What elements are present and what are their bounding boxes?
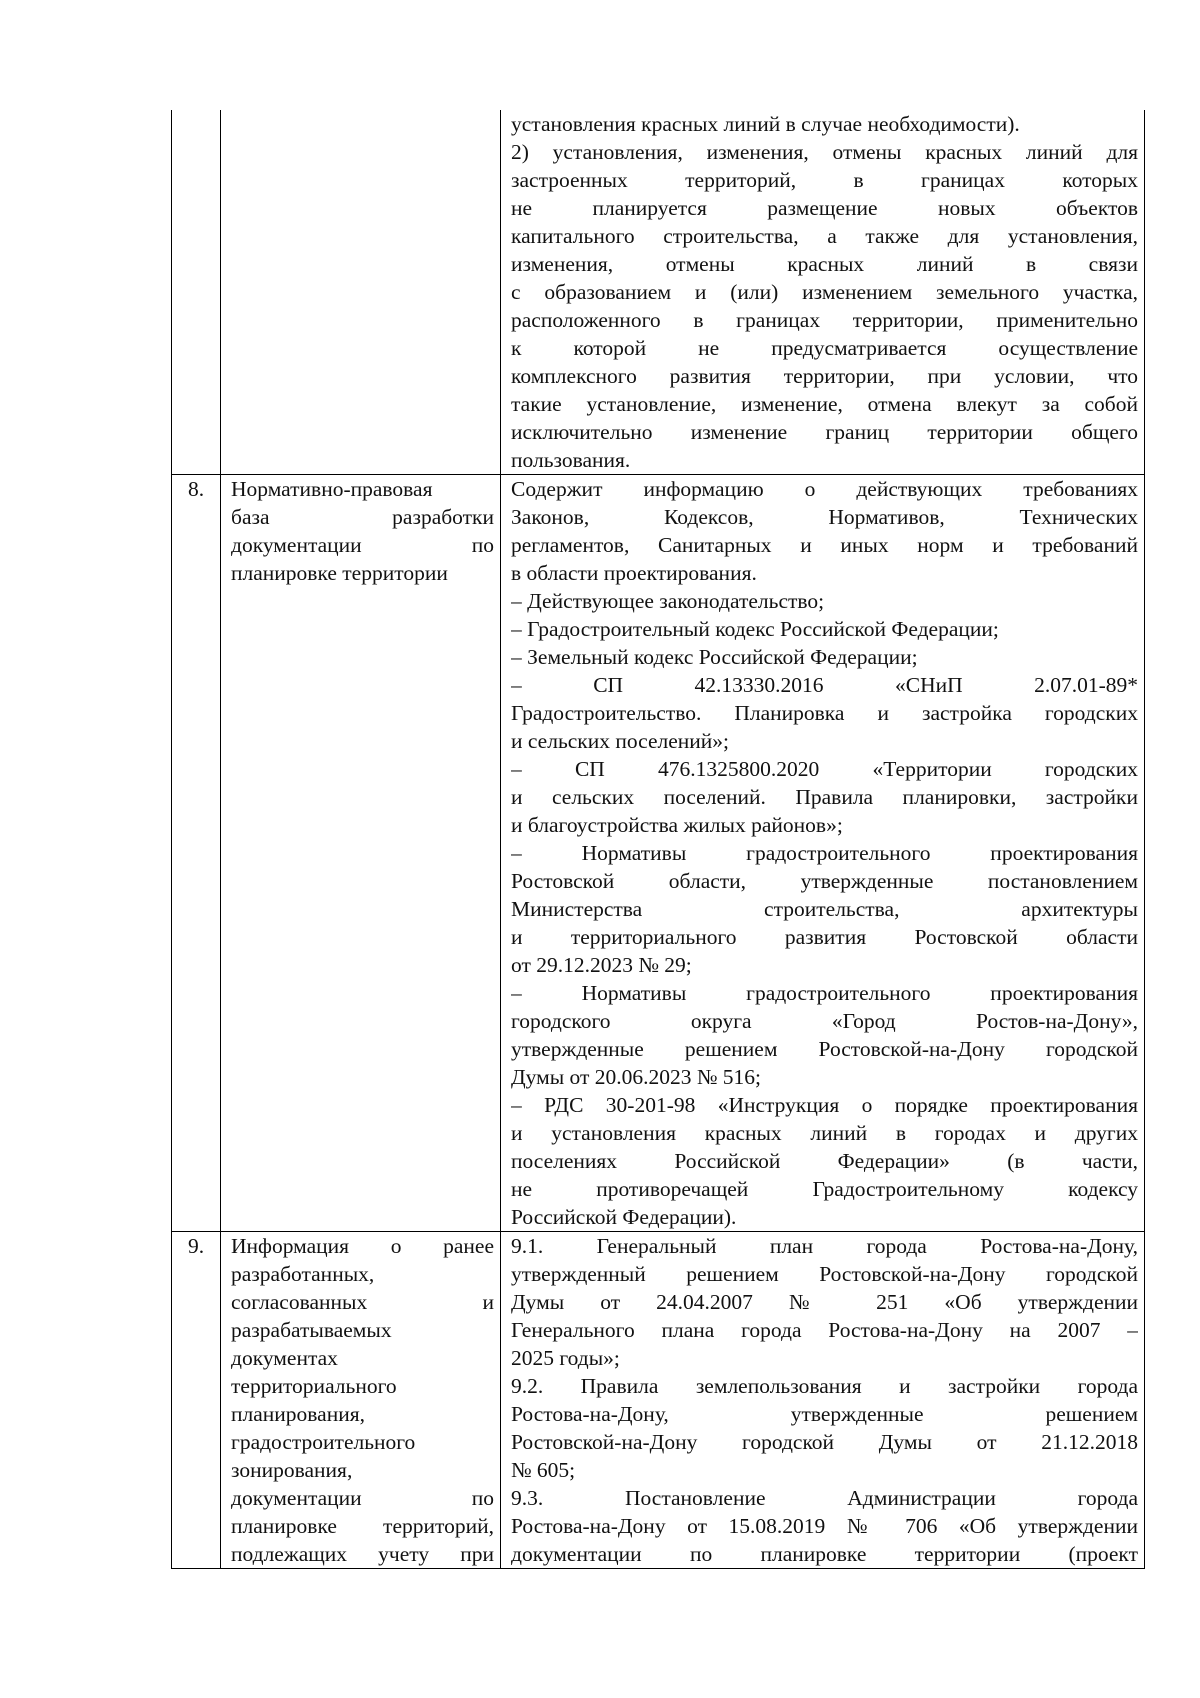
content-line: 9.3. Постановление Администрации города (511, 1486, 1138, 1510)
content-line: Думы от 20.06.2023 № 516; (511, 1065, 762, 1089)
content-line: Ростовской-на-Дону городской Думы от 21.12.2018 (511, 1430, 1138, 1454)
content-line: – РДС 30-201-98 «Инструкция о порядке проектирования (511, 1093, 1138, 1117)
content-line: поселениях Российской Федерации» (в части, (511, 1149, 1138, 1173)
row-number-cell (172, 1232, 221, 1569)
name-line: Информация о ранее (231, 1234, 494, 1258)
content-line: Генерального плана города Ростова-на-Дону на 2007 – (511, 1318, 1138, 1342)
content-line: и благоустройства жилых районов»; (511, 813, 843, 837)
name-line: подлежащих учету при (231, 1542, 494, 1566)
name-line: документации по (231, 533, 494, 557)
content-line: № 605; (511, 1458, 576, 1482)
name-line: разработанных, (231, 1262, 375, 1286)
row-name-cell (221, 110, 501, 475)
document-table (171, 110, 1145, 1569)
row-content-cell (501, 1232, 1145, 1569)
content-line: Думы от 24.04.2007 № 251 «Об утверждении (511, 1290, 1138, 1314)
name-line: планирования, (231, 1402, 365, 1426)
content-line: не планируется размещение новых объектов (511, 196, 1138, 220)
content-line: Министерства строительства, архитектуры (511, 897, 1138, 921)
content-line: к которой не предусматривается осуществление (511, 336, 1138, 360)
name-line: территориального (231, 1374, 397, 1398)
name-line: планировке территорий, (231, 1514, 494, 1538)
content-line: утвержденный решением Ростовской-на-Дону городской (511, 1262, 1138, 1286)
row-name-cell (221, 475, 501, 1232)
content-line: с образованием и (или) изменением земельного участка, (511, 280, 1138, 304)
row-content-cell (501, 475, 1145, 1232)
content-line: – Земельный кодекс Российской Федерации; (511, 645, 918, 669)
content-line: – СП 476.1325800.2020 «Территории городских (511, 757, 1138, 781)
name-line: база разработки (231, 505, 494, 529)
row-name-cell (221, 1232, 501, 1569)
content-line: 9.1. Генеральный план города Ростова-на-Дону, (511, 1234, 1138, 1258)
content-line: городского округа «Город Ростов-на-Дону», (511, 1009, 1138, 1033)
content-line: в области проектирования. (511, 561, 757, 585)
content-line: и сельских поселений. Правила планировки, застройки (511, 785, 1138, 809)
content-line: регламентов, Санитарных и иных норм и требований (511, 533, 1138, 557)
name-line: планировке территории (231, 561, 448, 585)
content-line: – Нормативы градостроительного проектирования (511, 841, 1138, 865)
content-line: Градостроительство. Планировка и застройка городских (511, 701, 1138, 725)
name-line: документации по (231, 1486, 494, 1510)
content-line: – Нормативы градостроительного проектирования (511, 981, 1138, 1005)
content-line: комплексного развития территории, при условии, что (511, 364, 1138, 388)
content-line: Законов, Кодексов, Нормативов, Технических (511, 505, 1138, 529)
content-line: установления красных линий в случае необходимости). (511, 112, 1020, 136)
row-number: 8. (187, 477, 205, 501)
content-line: не противоречащей Градостроительному кодексу (511, 1177, 1138, 1201)
content-line: 2) установления, изменения, отмены красных линий для (511, 140, 1138, 164)
content-line: Ростовской области, утвержденные постановлением (511, 869, 1138, 893)
content-line: изменения, отмены красных линий в связи (511, 252, 1138, 276)
name-line: градостроительного (231, 1430, 416, 1454)
content-line: Российской Федерации). (511, 1205, 737, 1229)
row-content-cell (501, 110, 1145, 475)
content-line: пользования. (511, 448, 631, 472)
content-line: расположенного в границах территории, применительно (511, 308, 1138, 332)
row-number-cell (172, 475, 221, 1232)
content-line: документации по планировке территории (проект (511, 1542, 1138, 1566)
content-line: Ростова-на-Дону, утвержденные решением (511, 1402, 1138, 1426)
content-line: от 29.12.2023 № 29; (511, 953, 692, 977)
table-row-9 (172, 1232, 1145, 1569)
content-line: и установления красных линий в городах и других (511, 1121, 1138, 1145)
content-line: капитального строительства, а также для установления, (511, 224, 1138, 248)
content-line: и сельских поселений»; (511, 729, 730, 753)
content-line: Ростова-на-Дону от 15.08.2019 № 706 «Об утверждении (511, 1514, 1138, 1538)
table-body (172, 110, 1145, 1569)
name-line: Нормативно-правовая (231, 477, 433, 501)
table-row-8 (172, 475, 1145, 1232)
content-line: 2025 годы»; (511, 1346, 620, 1370)
name-line: согласованных и (231, 1290, 494, 1314)
content-line: утвержденные решением Ростовской-на-Дону городской (511, 1037, 1138, 1061)
content-line: – Градостроительный кодекс Российской Федерации; (511, 617, 999, 641)
name-line: документах (231, 1346, 338, 1370)
table-row-continuation (172, 110, 1145, 475)
content-line: застроенных территорий, в границах которых (511, 168, 1138, 192)
content-line: – Действующее законодательство; (511, 589, 825, 613)
content-line: – СП 42.13330.2016 «СНиП 2.07.01-89* (511, 673, 1138, 697)
content-line: Содержит информацию о действующих требованиях (511, 477, 1138, 501)
content-line: и территориального развития Ростовской области (511, 925, 1138, 949)
row-number: 9. (187, 1234, 205, 1258)
name-line: зонирования, (231, 1458, 353, 1482)
content-line: 9.2. Правила землепользования и застройки города (511, 1374, 1138, 1398)
row-number-cell (172, 110, 221, 475)
content-line: такие установление, изменение, отмена влекут за собой (511, 392, 1138, 416)
content-line: исключительно изменение границ территории общего (511, 420, 1138, 444)
name-line: разрабатываемых (231, 1318, 392, 1342)
